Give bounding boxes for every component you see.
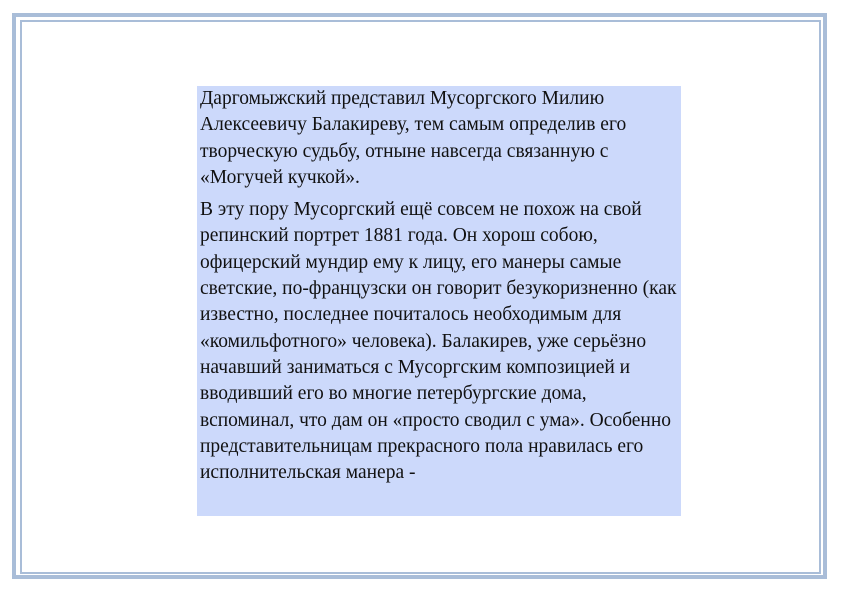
text-box [197, 86, 681, 516]
paragraph-dargomyzhsky: Даргомыжский представил Мусоргского Милию Алексеевичу Балакиреву, тем самым определив его творческую судьбу, отныне навсегда связанную с «Могучей кучкой». [200, 88, 627, 188]
paragraph-mussorgsky-portrait: В эту пору Мусоргский ещё совсем не похож на свой репинский портрет 1881 года. Он хорош собою, офицерский мундир ему к лицу, его манеры самые светские, по-французски он говорит безукоризненно (как известно, последнее почиталось необходимым для «комильфотного» человека). Балакирев, уже серьёзно начавший заниматься с Мусоргским композицией и вводивший его во многие петербургские дома, вспоминал, что дам он «просто сводил с ума». Особенно представительницам прекрасного пола нравилась его исполнительская манера - [200, 199, 677, 484]
